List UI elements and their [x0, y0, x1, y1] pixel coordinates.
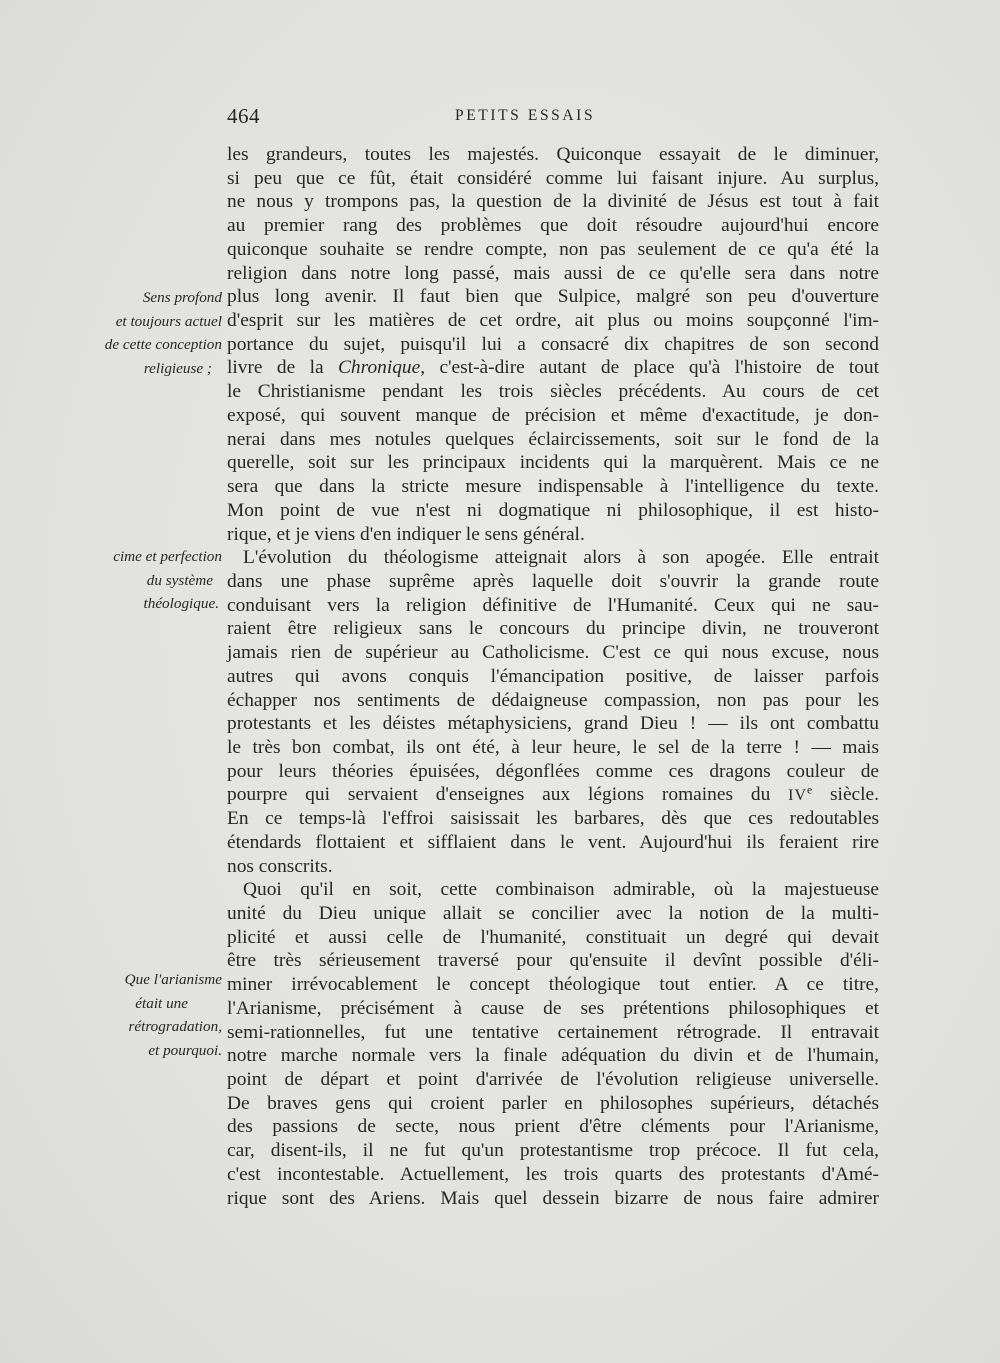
text-line: sera que dans la stricte mesure indispensable à l'intelligence du texte.	[227, 476, 879, 498]
text-line: semi-rationnelles, fut une tentative certainement rétrograde. Il entravait	[227, 1021, 879, 1043]
text-line: l'Arianisme, précisément à cause de ses prétentions philosophiques et	[227, 997, 879, 1019]
text-line: le Christianisme pendant les trois siècles précédents. Au cours de cet	[227, 381, 879, 403]
text-run: pourpre qui servaient d'enseignes aux légions romaines du	[227, 784, 789, 806]
text-line: querelle, soit sur les principaux incidents qui la marquèrent. Mais ce ne	[227, 452, 879, 474]
text-line: En ce temps-là l'effroi saisissait les barbares, dès que ces redoutables	[227, 808, 879, 830]
text-line: miner irrévocablement le concept théologique tout entier. A ce titre,	[227, 974, 879, 996]
text-line: notre marche normale vers la finale adéquation du divin et de l'humain,	[227, 1045, 879, 1067]
text-line: exposé, qui souvent manque de précision et même d'exactitude, je don-	[227, 404, 879, 426]
margin-note-line: Que l'arianisme	[124, 971, 222, 988]
text-line: les grandeurs, toutes les majestés. Quiconque essayait de le diminuer,	[227, 144, 879, 165]
page-number: 464	[227, 104, 260, 128]
text-line: d'esprit sur les matières de cet ordre, ait plus ou moins soupçonné l'im-	[227, 310, 879, 332]
text-line: unité du Dieu unique allait se concilier avec la notion de la multi-	[227, 903, 879, 924]
text-line: conduisant vers la religion définitive de l'Humanité. Ceux qui ne sau-	[227, 594, 879, 616]
text-line: étendards flottaient et sifflaient dans le vent. Aujourd'hui ils feraient rire	[227, 831, 879, 853]
margin-note	[82, 286, 222, 380]
text-line	[227, 356, 879, 380]
text-line: jamais rien de supérieur au Catholicisme. C'est ce qui nous excuse, nous	[227, 642, 879, 664]
text-run: , c'est-à-dire autant de place qu'à l'histoire de tout	[420, 357, 880, 379]
text-line: De braves gens qui croient parler en philosophes supérieurs, détachés	[227, 1092, 879, 1114]
body-text	[227, 143, 879, 1210]
text-run: siècle.	[812, 784, 879, 806]
text-line: échapper nos sentiments de dédaigneuse compassion, non pas pour les	[227, 689, 879, 711]
text-line: rique sont des Ariens. Mais quel dessein bizarre de nous faire admirer	[227, 1187, 879, 1209]
text-line: protestants et les déistes métaphysiciens, grand Dieu ! — ils ont combattu	[227, 713, 879, 735]
paragraph-start-line: Quoi qu'il en soit, cette combinaison admirable, où la majestueuse	[243, 879, 879, 901]
text-line: religion dans notre long passé, mais aussi de ce qu'elle sera dans notre	[227, 262, 879, 284]
margin-note-line: rétrogradation,	[128, 1018, 222, 1036]
text-line: si peu que ce fût, était considéré comme lui faisant injure. Au surplus,	[227, 167, 879, 189]
margin-note-line: théologique.	[143, 595, 219, 613]
text-line: être très sérieusement traversé pour qu'ensuite il devînt possible d'éli-	[227, 950, 879, 972]
text-line: car, disent-ils, il ne fut qu'un protestantisme trop précoce. Il fut cela,	[227, 1140, 879, 1162]
margin-note-line: cime et perfection	[113, 548, 222, 565]
text-line: nos conscrits.	[227, 855, 333, 877]
paragraph-start-line: L'évolution du théologisme atteignait alors à son apogée. Elle entrait	[243, 547, 879, 569]
page-header	[227, 104, 879, 134]
text-run: livre de la	[227, 357, 338, 379]
running-title: PETITS ESSAIS	[455, 107, 596, 124]
text-line	[227, 783, 879, 807]
superscript: e	[806, 784, 813, 798]
text-line: le très bon combat, ils ont été, à leur heure, le sel de la terre ! — mais	[227, 736, 879, 758]
margin-note-line: de cette conception	[104, 336, 222, 354]
text-line: dans une phase suprême après laquelle doit s'ouvrir la grande route	[227, 570, 879, 592]
margin-note-line: Sens profond	[142, 289, 222, 306]
text-line: au premier rang des problèmes que doit résoudre aujourd'hui encore	[227, 215, 879, 237]
text-line: point de départ et point d'arrivée de l'évolution religieuse universelle.	[227, 1069, 879, 1091]
margin-note	[82, 545, 222, 616]
text-line: ne nous y trompons pas, la question de la divinité de Jésus est tout à fait	[227, 191, 879, 213]
text-line: plus long avenir. Il faut bien que Sulpice, malgré son peu d'ouverture	[227, 286, 879, 308]
margin-note-line: était une	[135, 994, 188, 1012]
text-line: pour leurs théories épuisées, dégonflées comme ces dragons couleur de	[227, 760, 879, 782]
text-line: Mon point de vue n'est ni dogmatique ni philosophique, il est histo-	[227, 499, 879, 521]
text-line: portance du sujet, puisqu'il lui a consacré dix chapitres de son second	[227, 333, 879, 355]
text-line: autres qui avons conquis l'émancipation positive, de laisser parfois	[227, 665, 879, 687]
margin-note-line: et pourquoi.	[148, 1041, 222, 1059]
text-line: rique, et je viens d'en indiquer le sens général.	[227, 523, 585, 545]
text-line: des passions de secte, nous prient d'être cléments pour l'Arianisme,	[227, 1116, 879, 1138]
margin-note	[82, 968, 222, 1062]
margin-note-line: du système	[146, 571, 213, 589]
text-line: plicité et aussi celle de l'humanité, constituait un degré qui devait	[227, 926, 879, 948]
margin-note-line: et toujours actuel	[115, 312, 222, 330]
book-title: Chronique	[337, 357, 421, 379]
text-line: raient être religieux sans le concours du principe divin, ne trouveront	[227, 618, 879, 640]
century-numeral: IV	[788, 787, 807, 805]
text-line: c'est incontestable. Actuellement, les trois quarts des protestants d'Amé-	[227, 1163, 879, 1185]
text-line: nerai dans mes notules quelques éclaircissements, soit sur le fond de la	[227, 428, 879, 450]
margin-note-line: religieuse ;	[143, 359, 212, 377]
text-line: quiconque souhaite se rendre compte, non pas seulement de ce qu'a été la	[227, 238, 879, 260]
